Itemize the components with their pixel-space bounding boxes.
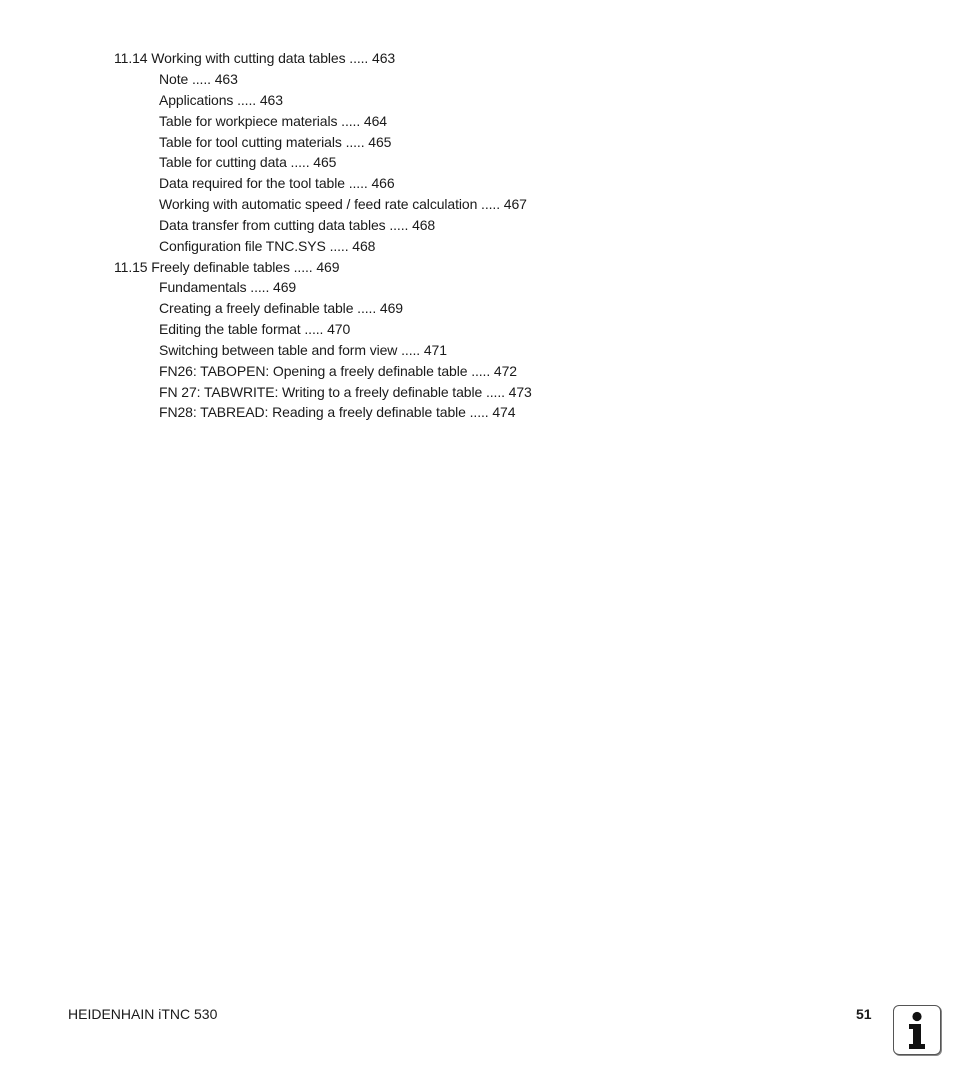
toc-entry: FN 27: TABWRITE: Writing to a freely definable table ..... 473 — [159, 384, 532, 400]
footer-product-title: HEIDENHAIN iTNC 530 — [68, 1006, 218, 1022]
toc-entry: Creating a freely definable table ..... 469 — [159, 300, 403, 316]
toc-section-heading: 11.14 Working with cutting data tables ..... 463 — [114, 50, 396, 66]
toc-entry: FN26: TABOPEN: Opening a freely definable table ..... 472 — [159, 363, 517, 379]
toc-entry: Note ..... 463 — [159, 71, 238, 87]
toc-entry: Table for workpiece materials ..... 464 — [159, 113, 387, 129]
toc-section-heading: 11.15 Freely definable tables ..... 469 — [114, 259, 340, 275]
toc-entry: Switching between table and form view ..... 471 — [159, 342, 447, 358]
toc-entry: Table for tool cutting materials ..... 465 — [159, 134, 392, 150]
toc-entry: Configuration file TNC.SYS ..... 468 — [159, 238, 376, 254]
info-icon — [893, 1005, 941, 1055]
toc-entry: Working with automatic speed / feed rate calculation ..... 467 — [159, 196, 527, 212]
toc-entry: Applications ..... 463 — [159, 92, 283, 108]
toc-entry: Table for cutting data ..... 465 — [159, 154, 337, 170]
toc-entry: Data required for the tool table ..... 466 — [159, 175, 395, 191]
toc-entry: Fundamentals ..... 469 — [159, 279, 297, 295]
toc-entry: FN28: TABREAD: Reading a freely definable table ..... 474 — [159, 404, 516, 420]
toc-entry: Data transfer from cutting data tables ..... 468 — [159, 217, 436, 233]
page-number: 51 — [856, 1006, 872, 1022]
toc-entry: Editing the table format ..... 470 — [159, 321, 351, 337]
